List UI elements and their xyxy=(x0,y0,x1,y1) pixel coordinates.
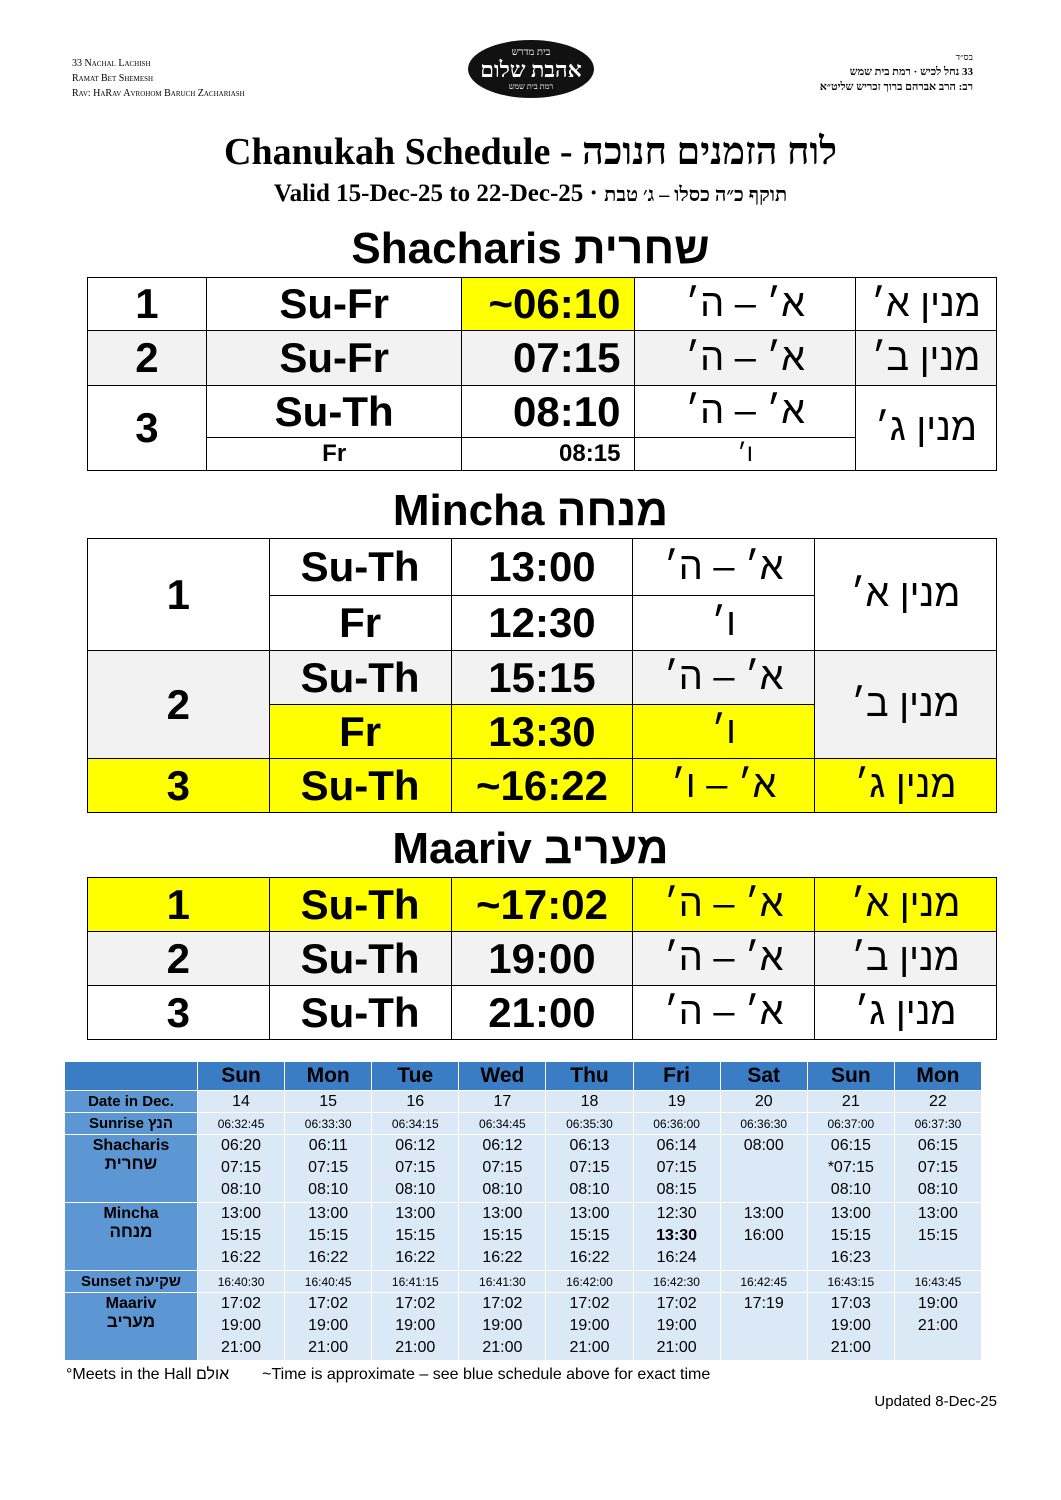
day-header: Mon xyxy=(285,1062,372,1091)
time-value: 21:00 xyxy=(395,1339,436,1356)
sunrise-cell: 06:35:30 xyxy=(546,1113,633,1135)
days: Fr xyxy=(206,438,462,471)
date-cell: 16 xyxy=(372,1091,459,1113)
time-value: 21:00 xyxy=(656,1339,697,1356)
mincha-row xyxy=(65,1203,982,1271)
date-cell: 18 xyxy=(546,1091,633,1113)
days: Su-Fr xyxy=(206,278,462,331)
days: Su-Th xyxy=(269,759,451,813)
weekly-times-table xyxy=(65,1062,982,1361)
time-value: 13:00 xyxy=(743,1205,784,1222)
time-value: 16:22 xyxy=(569,1249,610,1266)
time-stack xyxy=(285,1293,372,1361)
days: Su-Th xyxy=(206,386,462,438)
time-value: 07:15 xyxy=(656,1159,697,1176)
separator-dot: · xyxy=(589,180,605,207)
date-label: Date in Dec. xyxy=(65,1091,198,1113)
time-value: 15:15 xyxy=(395,1227,436,1244)
time-value: 15:15 xyxy=(830,1227,871,1244)
time-value: 19:00 xyxy=(569,1317,610,1334)
time-stack xyxy=(285,1135,372,1203)
date-cell: 20 xyxy=(720,1091,807,1113)
hebrew-days: א׳ – ה׳ xyxy=(633,539,815,596)
time-value: 21:00 xyxy=(482,1339,523,1356)
time-stack xyxy=(633,1135,720,1203)
time-value: 17:02 xyxy=(308,1295,349,1312)
time: 13:30 xyxy=(451,705,633,759)
time-value: 06:12 xyxy=(482,1137,523,1154)
hebrew-address-block xyxy=(820,50,973,95)
maariv-row xyxy=(65,1293,982,1361)
label-hebrew: מנחה xyxy=(109,1222,153,1241)
sunset-cell: 16:40:45 xyxy=(285,1271,372,1293)
days: Su-Th xyxy=(269,986,451,1040)
label-hebrew: שחרית xyxy=(104,1154,158,1173)
time-value: 17:02 xyxy=(221,1295,262,1312)
shacharis-label xyxy=(65,1135,198,1203)
hebrew-rav-line: רב: הרב אברהם ברוך זכריש שליט״א xyxy=(819,81,973,93)
time-value: 16:22 xyxy=(482,1249,523,1266)
time-value: 16:22 xyxy=(308,1249,349,1266)
maariv-table xyxy=(87,877,997,1040)
days: Fr xyxy=(269,705,451,759)
minyan-number: 1 xyxy=(88,278,207,331)
days: Su-Th xyxy=(269,878,451,932)
day-header: Tue xyxy=(372,1062,459,1091)
hebrew-days: א׳ – ה׳ xyxy=(633,986,815,1040)
time-value: 06:12 xyxy=(395,1137,436,1154)
minyan-number: 3 xyxy=(88,759,270,813)
time-value: 17:02 xyxy=(482,1295,523,1312)
day-header-row xyxy=(65,1062,982,1091)
time-value: 13:00 xyxy=(308,1205,349,1222)
days: Fr xyxy=(269,596,451,651)
date-cell: 17 xyxy=(459,1091,546,1113)
hall-note: °Meets in the Hall אולם xyxy=(66,1366,230,1383)
minyan-name: מנין ב׳ xyxy=(815,651,997,759)
time-value: 21:00 xyxy=(917,1317,958,1334)
time-value: 15:15 xyxy=(482,1227,523,1244)
time-stack xyxy=(894,1135,981,1203)
minyan-name: מנין א׳ xyxy=(815,539,997,651)
rav-line: Rav: HaRav Avrohom Baruch Zachariash xyxy=(72,88,245,99)
date-cell: 15 xyxy=(285,1091,372,1113)
time-value: 16:23 xyxy=(830,1249,871,1266)
shacharis-heading: Shacharis שחרית xyxy=(351,224,710,273)
time-value: 06:15 xyxy=(917,1137,958,1154)
time-value: 08:00 xyxy=(743,1137,784,1154)
corner-cell xyxy=(65,1062,198,1091)
time-value: 13:00 xyxy=(482,1205,523,1222)
time-value: 08:10 xyxy=(308,1181,349,1198)
time-value: 06:11 xyxy=(308,1137,348,1154)
day-header: Sun xyxy=(807,1062,894,1091)
time-value: 07:15 xyxy=(395,1159,436,1176)
time: ~17:02 xyxy=(451,878,633,932)
table-row xyxy=(88,651,997,705)
shacharis-table xyxy=(87,277,997,471)
bsd-mark: בס״ד xyxy=(955,52,973,62)
time-value: 06:13 xyxy=(569,1137,610,1154)
time-value: 08:10 xyxy=(569,1181,610,1198)
logo-main-text: אהבת שלום xyxy=(480,56,582,82)
days: Su-Th xyxy=(269,932,451,986)
time-stack xyxy=(720,1293,807,1361)
mincha-label xyxy=(65,1203,198,1271)
sunset-cell: 16:42:30 xyxy=(633,1271,720,1293)
date-row xyxy=(65,1091,982,1113)
time-value: 16:00 xyxy=(743,1227,784,1244)
days: Su-Th xyxy=(269,651,451,705)
hebrew-days: א׳ – ה׳ xyxy=(633,878,815,932)
label-english: Shacharis xyxy=(92,1137,170,1154)
time-value: 15:15 xyxy=(308,1227,349,1244)
time-value: 17:02 xyxy=(569,1295,610,1312)
time-stack xyxy=(459,1135,546,1203)
time: 12:30 xyxy=(451,596,633,651)
day-header: Wed xyxy=(459,1062,546,1091)
valid-dates-english: Valid 15-Dec-25 to 22-Dec-25 xyxy=(273,180,584,207)
time-value: 07:15 xyxy=(917,1159,958,1176)
day-header: Sun xyxy=(198,1062,285,1091)
time-stack xyxy=(198,1293,285,1361)
time-value: 13:00 xyxy=(569,1205,610,1222)
time-value: 13:30 xyxy=(656,1227,698,1244)
time-value: 08:10 xyxy=(395,1181,436,1198)
time-value: 07:15 xyxy=(482,1159,523,1176)
time-stack xyxy=(807,1293,894,1361)
label-english: Maariv xyxy=(105,1295,157,1312)
table-row xyxy=(88,278,997,331)
hebrew-days: א׳ – ה׳ xyxy=(635,331,856,386)
sunrise-cell: 06:36:30 xyxy=(720,1113,807,1135)
minyan-number: 2 xyxy=(88,331,207,386)
maariv-heading: Maariv מעריב xyxy=(392,824,669,873)
time-value: 15:15 xyxy=(917,1227,958,1244)
time-value: 13:00 xyxy=(395,1205,436,1222)
hebrew-days: א׳ – ו׳ xyxy=(633,759,815,813)
time-stack xyxy=(720,1135,807,1203)
days: Su-Th xyxy=(269,539,451,596)
time-value: 07:15 xyxy=(221,1159,262,1176)
hebrew-days: א׳ – ה׳ xyxy=(633,932,815,986)
date-cell: 22 xyxy=(894,1091,981,1113)
minyan-number: 1 xyxy=(88,539,270,651)
time-stack xyxy=(546,1293,633,1361)
shul-logo xyxy=(468,40,594,98)
minyan-name: מנין א׳ xyxy=(856,278,997,331)
address-line: Ramat Bet Shemesh xyxy=(72,73,154,84)
time-stack xyxy=(372,1135,459,1203)
minyan-name: מנין ג׳ xyxy=(815,759,997,813)
mincha-table xyxy=(87,538,997,813)
sunset-cell: 16:43:45 xyxy=(894,1271,981,1293)
time-stack xyxy=(633,1293,720,1361)
time-stack xyxy=(633,1203,720,1271)
sunset-label: Sunset שקיעה xyxy=(65,1271,198,1293)
time-value: 21:00 xyxy=(830,1339,871,1356)
time-value: 19:00 xyxy=(482,1317,523,1334)
time-value: 16:22 xyxy=(221,1249,262,1266)
time: 08:10 xyxy=(462,386,635,438)
time-value: 19:00 xyxy=(830,1317,871,1334)
time-stack xyxy=(459,1203,546,1271)
table-row xyxy=(88,331,997,386)
minyan-name: מנין ג׳ xyxy=(856,386,997,471)
footnotes xyxy=(66,1366,710,1384)
shacharis-row xyxy=(65,1135,982,1203)
time-value: 16:24 xyxy=(656,1249,697,1266)
date-cell: 14 xyxy=(198,1091,285,1113)
time: 19:00 xyxy=(451,932,633,986)
time-stack xyxy=(372,1293,459,1361)
table-row xyxy=(88,878,997,932)
time: 15:15 xyxy=(451,651,633,705)
time-value: 19:00 xyxy=(917,1295,958,1312)
label-hebrew: מעריב xyxy=(106,1312,156,1331)
time-value: 17:02 xyxy=(395,1295,436,1312)
time: 21:00 xyxy=(451,986,633,1040)
time-stack xyxy=(720,1203,807,1271)
hebrew-days: א׳ – ה׳ xyxy=(635,278,856,331)
hebrew-address-line: 33 נחל לכיש · רמת בית שמש xyxy=(849,66,973,78)
minyan-name: מנין ב׳ xyxy=(856,331,997,386)
hebrew-days: א׳ – ה׳ xyxy=(633,651,815,705)
sunset-cell: 16:40:30 xyxy=(198,1271,285,1293)
time: 07:15 xyxy=(462,331,635,386)
hebrew-days: א׳ – ה׳ xyxy=(635,386,856,438)
time-value: 15:15 xyxy=(569,1227,610,1244)
time-value: 19:00 xyxy=(395,1317,436,1334)
sunrise-cell: 06:33:30 xyxy=(285,1113,372,1135)
sunset-cell: 16:42:00 xyxy=(546,1271,633,1293)
table-row xyxy=(88,986,997,1040)
time-stack xyxy=(894,1293,981,1361)
time-value: 06:15 xyxy=(830,1137,871,1154)
time: ~16:22 xyxy=(451,759,633,813)
time-value: 08:10 xyxy=(221,1181,262,1198)
time-stack xyxy=(198,1135,285,1203)
mincha-heading: Mincha מנחה xyxy=(392,486,669,535)
hebrew-days: ו׳ xyxy=(633,596,815,651)
time: ~06:10 xyxy=(462,278,635,331)
time-value: 21:00 xyxy=(308,1339,349,1356)
minyan-name: מנין א׳ xyxy=(815,878,997,932)
sunrise-cell: 06:36:00 xyxy=(633,1113,720,1135)
label-english: Mincha xyxy=(103,1205,159,1222)
time-stack xyxy=(546,1203,633,1271)
time-value: 21:00 xyxy=(221,1339,262,1356)
day-header: Sat xyxy=(720,1062,807,1091)
time-stack xyxy=(807,1135,894,1203)
time-value: 08:10 xyxy=(830,1181,871,1198)
day-header: Fri xyxy=(633,1062,720,1091)
time-value: 08:10 xyxy=(482,1181,523,1198)
time-value: 19:00 xyxy=(656,1317,697,1334)
time-value: 19:00 xyxy=(308,1317,349,1334)
minyan-number: 1 xyxy=(88,878,270,932)
approx-note: ~Time is approximate – see blue schedule above for exact time xyxy=(262,1366,711,1383)
address-line: 33 Nachal Lachish xyxy=(72,58,151,69)
sunset-cell: 16:41:15 xyxy=(372,1271,459,1293)
time-stack xyxy=(459,1293,546,1361)
day-header: Mon xyxy=(894,1062,981,1091)
sunrise-label: Sunrise הנץ xyxy=(65,1113,198,1135)
time-value: 21:00 xyxy=(569,1339,610,1356)
time: 13:00 xyxy=(451,539,633,596)
logo-top-text: בית מדרש xyxy=(511,46,551,58)
sunrise-cell: 06:34:45 xyxy=(459,1113,546,1135)
date-cell: 21 xyxy=(807,1091,894,1113)
minyan-number: 3 xyxy=(88,386,207,471)
sunrise-cell: 06:37:00 xyxy=(807,1113,894,1135)
table-row xyxy=(88,932,997,986)
minyan-number: 3 xyxy=(88,986,270,1040)
time-value: 15:15 xyxy=(221,1227,262,1244)
address-block xyxy=(72,56,245,101)
time-value: *07:15 xyxy=(827,1159,874,1176)
days: Su-Fr xyxy=(206,331,462,386)
time-value: 07:15 xyxy=(569,1159,610,1176)
time-value: 13:00 xyxy=(221,1205,262,1222)
sunset-cell: 16:41:30 xyxy=(459,1271,546,1293)
day-header: Thu xyxy=(546,1062,633,1091)
sunset-cell: 16:42:45 xyxy=(720,1271,807,1293)
sunrise-row xyxy=(65,1113,982,1135)
maariv-label xyxy=(65,1293,198,1361)
sunset-row xyxy=(65,1271,982,1293)
time-value: 06:14 xyxy=(656,1137,697,1154)
valid-dates-hebrew: תוקף כ״ה כסלו – ג׳ טבת xyxy=(604,184,788,206)
time-value: 19:00 xyxy=(221,1317,262,1334)
minyan-name: מנין ב׳ xyxy=(815,932,997,986)
table-row xyxy=(88,539,997,596)
time-value: 08:15 xyxy=(656,1181,697,1198)
time-value: 13:00 xyxy=(830,1205,871,1222)
sunrise-cell: 06:37:30 xyxy=(894,1113,981,1135)
time-stack xyxy=(807,1203,894,1271)
time-value: 13:00 xyxy=(917,1205,958,1222)
table-row xyxy=(88,759,997,813)
time: 08:15 xyxy=(462,438,635,471)
logo-bottom-text: רמת בית שמש xyxy=(508,81,554,91)
minyan-name: מנין ג׳ xyxy=(815,986,997,1040)
time-value: 12:30 xyxy=(656,1205,697,1222)
date-cell: 19 xyxy=(633,1091,720,1113)
time-stack xyxy=(285,1203,372,1271)
sunrise-cell: 06:32:45 xyxy=(198,1113,285,1135)
sunrise-cell: 06:34:15 xyxy=(372,1113,459,1135)
time-value: 08:10 xyxy=(917,1181,958,1198)
time-stack xyxy=(546,1135,633,1203)
time-value: 17:02 xyxy=(656,1295,697,1312)
hebrew-days: ו׳ xyxy=(635,438,856,471)
time-value: 06:20 xyxy=(221,1137,262,1154)
time-value: 07:15 xyxy=(308,1159,349,1176)
minyan-number: 2 xyxy=(88,932,270,986)
time-stack xyxy=(198,1203,285,1271)
valid-dates xyxy=(0,180,1061,208)
table-row xyxy=(88,386,997,438)
time-stack xyxy=(372,1203,459,1271)
hebrew-days: ו׳ xyxy=(633,705,815,759)
time-value: 16:22 xyxy=(395,1249,436,1266)
page-title: Chanukah Schedule - לוח הזמנים חנוכה xyxy=(224,131,837,173)
time-value: 17:19 xyxy=(743,1295,784,1312)
updated-date: Updated 8-Dec-25 xyxy=(874,1393,997,1410)
time-value: 17:03 xyxy=(830,1295,871,1312)
sunset-cell: 16:43:15 xyxy=(807,1271,894,1293)
minyan-number: 2 xyxy=(88,651,270,759)
time-stack xyxy=(894,1203,981,1271)
